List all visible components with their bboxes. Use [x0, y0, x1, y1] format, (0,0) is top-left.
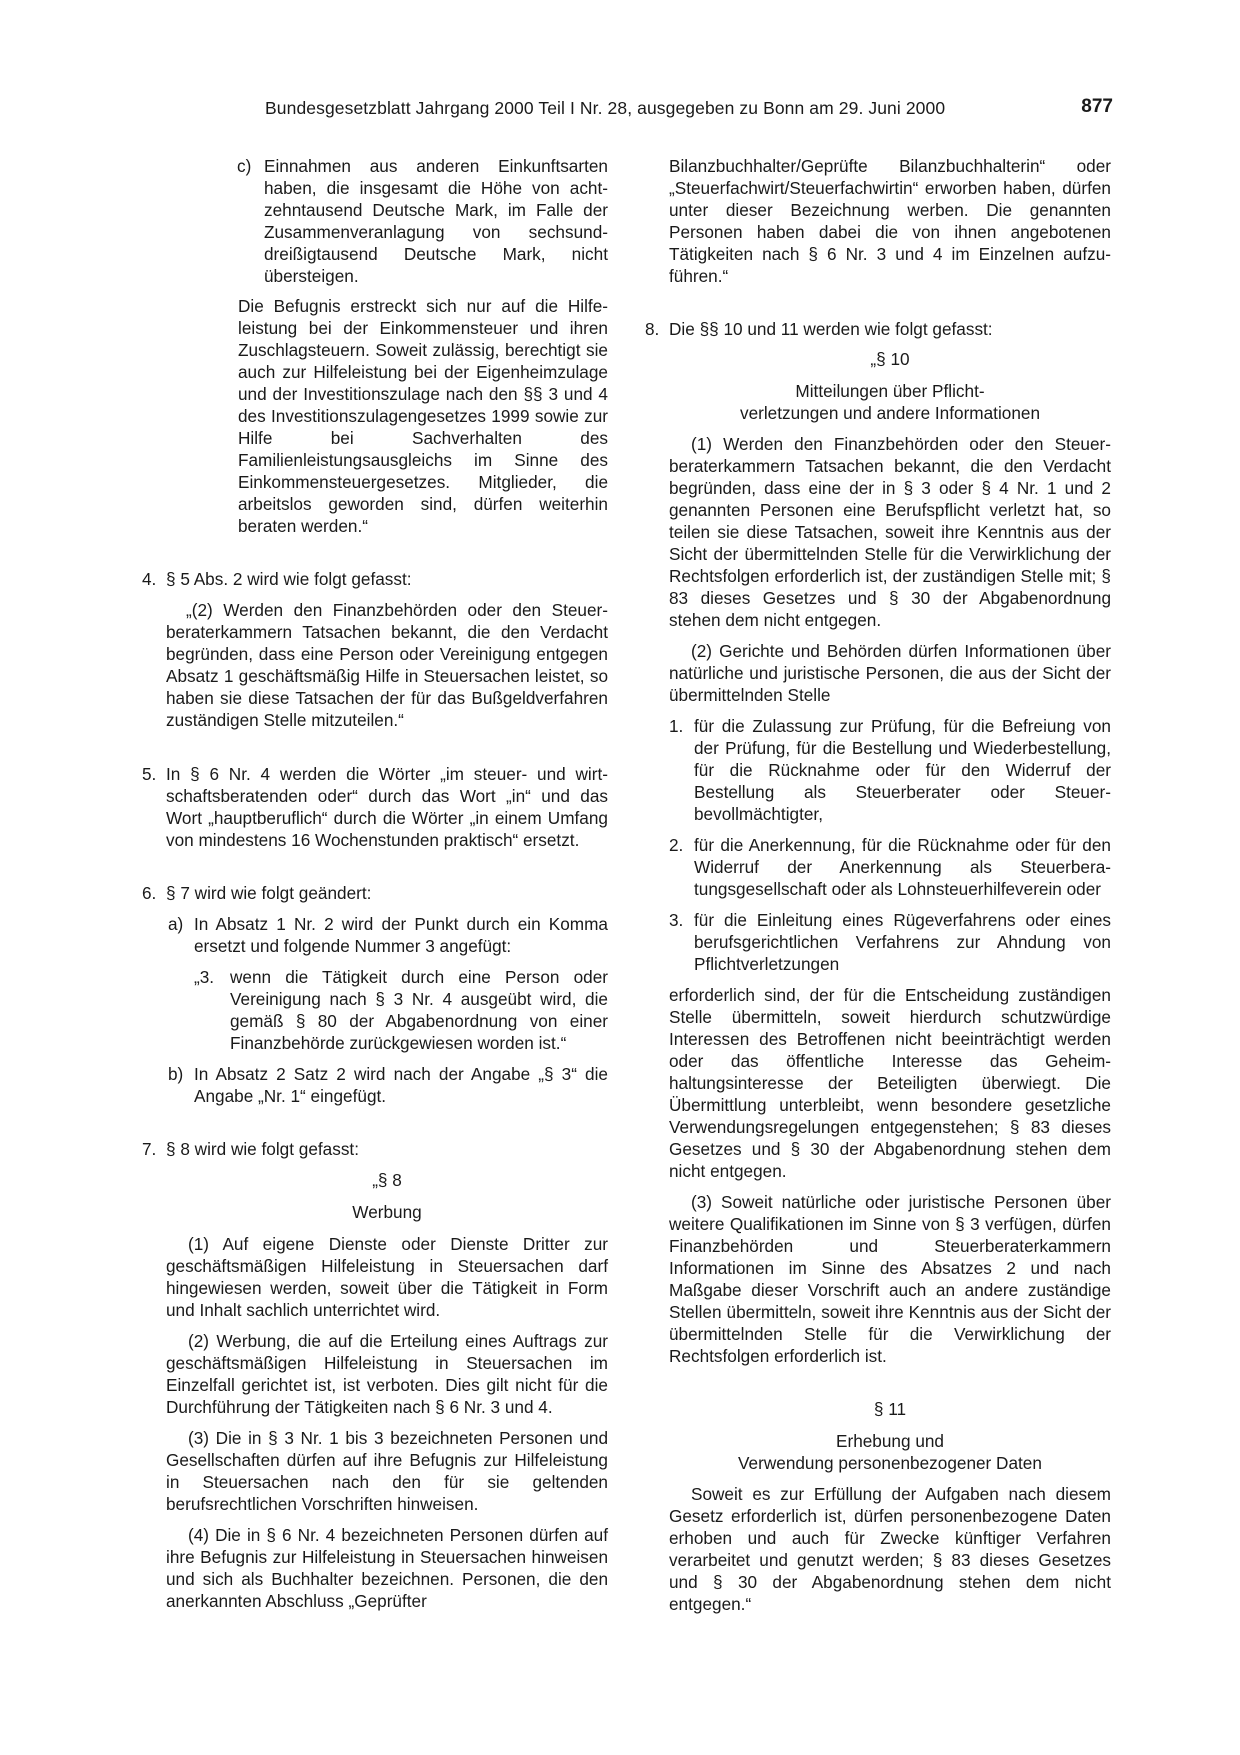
item-6a-sub	[142, 966, 608, 1054]
page-number: 877	[1081, 96, 1113, 117]
item-6	[142, 882, 608, 904]
list-item-1-label: 1.	[669, 716, 684, 736]
section-10-paragraph-1: (1) Werden den Finanzbehörden oder den Steuerberaterkammern Tatsachen bekannt, die den Verdacht begründen, dass eine der in § 3 oder § 4 Nr. 1 und 2 genannten Personen eine Berufspflicht verletzt hat, so teilen sie diese Tatsachen, soweit ihre Kenntnis aus der Sicht der übermittelnden Stelle für die Verwirklichung der Rechtsfolgen erforderlich ist, der zuständigen Stelle mit; § 83 dieses Gesetzes und § 30 der Abgabenordnung stehen dem nicht entgegen.	[669, 434, 1111, 630]
list-item-2-label: 2.	[669, 835, 684, 855]
section-10-paragraph-3: (3) Soweit natürliche oder juristische Personen über weitere Qualifikationen im Sinne von § 3 verfügen, dürfen Finanzbehörden und Steuerberaterkammern Informationen im Sinne des Absatzes 2 und nach Maßgabe dieser Vorschrift auch an andere zuständige Stellen übermitteln, soweit ihre Kenntnis aus der Sicht der übermittelnden Stelle für die Verwirklichung der Rechtsfolgen erforderlich ist.	[669, 1192, 1111, 1366]
item-c-label: c)	[237, 156, 252, 176]
section-10	[669, 348, 1111, 1367]
item-6a-sub-label: „3.	[194, 967, 215, 987]
item-6a-sub-text: wenn die Tätigkeit durch eine Person oder Vereinigung nach § 3 Nr. 4 ausgeübt wird, die gemäß § 80 der Abgabenordnung von einer Finanzbehörde zurückgewiesen worden ist.“	[230, 967, 608, 1053]
item-4-text: § 5 Abs. 2 wird wie folgt gefasst:	[166, 569, 412, 589]
section-8-paragraph-2: (2) Werbung, die auf die Erteilung eines Auftrags zur geschäftsmäßigen Hilfeleistung in Steuersachen im Einzelfall gerichtet ist, ist verboten. Dies gilt nicht für die Durchführung der Tätigkeiten nach § 6 Nr. 3 und 4.	[166, 1331, 608, 1417]
section-11	[669, 1398, 1111, 1615]
item-6a-label: a)	[168, 914, 184, 934]
item-4	[142, 568, 608, 590]
item-7	[142, 1138, 608, 1160]
running-header	[265, 98, 1113, 126]
section-10-title-line-1: Mitteilungen über Pflicht-	[795, 381, 985, 401]
item-8-text: Die §§ 10 und 11 werden wie folgt gefasst:	[669, 319, 993, 339]
section-8-paragraph-3: (3) Die in § 3 Nr. 1 bis 3 bezeichneten Personen und Gesellschaften dürfen auf ihre Befugnis zur Hilfeleistung in Steuersachen nach den für sie geltenden berufsrechtlichen Vorschriften hinweisen.	[166, 1428, 608, 1514]
list-item-3-text: für die Einleitung eines Rügeverfahrens oder eines berufsgerichtlichen Verfahrens zur Ahndung von Pflichtverletzungen	[694, 910, 1111, 974]
item-7-label: 7.	[142, 1139, 157, 1159]
section-10-title-line-2: verletzungen und andere Informationen	[739, 403, 1041, 423]
item-8	[645, 318, 1111, 340]
section-8-paragraph-1: (1) Auf eigene Dienste oder Dienste Dritter zur geschäftsmäßigen Hilfeleistung in Steuersachen darf hingewiesen werden, soweit über die Tätigkeit in Form und Inhalt sachlich unterrichtet wird.	[166, 1234, 608, 1320]
item-6-text: § 7 wird wie folgt geändert:	[166, 883, 372, 903]
item-4-label: 4.	[142, 569, 157, 589]
section-10-number: „§ 10	[870, 349, 910, 369]
list-item-1-text: für die Zulassung zur Prüfung, für die Befreiung von der Prüfung, für die Bestellung und Wiederbestellung, für die Rücknahme oder für den Widerruf der Bestellung als Steuerberater oder Steuerbevollmächtigter,	[694, 716, 1111, 824]
item-5	[142, 763, 608, 851]
section-11-number: § 11	[873, 1399, 907, 1419]
list-item-2	[669, 834, 1111, 900]
item-c	[142, 155, 608, 287]
item-4-quote: „(2) Werden den Finanzbehörden oder den Steuerberaterkammern Tatsachen bekannt, die den Verdacht begründen, dass eine Person oder Vereinigung entgegen Absatz 1 geschäftsmäßig Hilfe in Steuersachen leistet, so haben sie diese Tatsachen der für das Bußgeldverfahren zuständigen Stelle mitzuteilen.“	[166, 600, 608, 730]
item-6-label: 6.	[142, 883, 157, 903]
section-8-paragraph-4-continued: Bilanzbuchhalter/Geprüfte Bilanzbuchhalterin“ oder „Steuerfachwirt/Steuerfachwirtin“ erworben haben, dürfen unter dieser Bezeichnung werben. Die genannten Personen haben dabei die von ihnen angebotenen Tätigkeiten nach § 6 Nr. 3 und 4 im Einzelnen aufzuführen.“	[669, 156, 1111, 286]
list-item-2-text: für die Anerkennung, für die Rücknahme oder für den Widerruf der Anerkennung als Steuerberatungsgesellschaft oder als Lohnsteuerhilfeverein oder	[694, 835, 1111, 899]
section-11-paragraph-1: Soweit es zur Erfüllung der Aufgaben nach diesem Gesetz erforderlich ist, dürfen personenbezogene Daten erhoben und auch für Zwecke künftiger Verfahren verarbeitet und genutzt werden; § 83 dieses Gesetzes und § 30 der Abgabenordnung stehen dem nicht entgegen.“	[669, 1484, 1111, 1614]
left-column	[142, 155, 608, 1612]
item-8-label: 8.	[645, 319, 660, 339]
section-8-title: Werbung	[352, 1202, 422, 1222]
right-column	[645, 155, 1111, 1615]
item-6a	[142, 913, 608, 957]
befugnis-paragraph: Die Befugnis erstreckt sich nur auf die Hilfeleistung bei der Einkommensteuer und ihren Zuschlagsteuern. Soweit zulässig, berechtigt sie auch zur Hilfeleistung bei der Eigenheimzulage und der Investitionszulage nach den §§ 3 und 4 des Investitionszulagengesetzes 1999 sowie zur Hilfe bei Sachverhalten des Familienleistungsausgleichs im Sinne des Einkommensteuergesetzes. Mitglieder, die arbeitslos geworden sind, dürfen weiterhin beraten werden.“	[238, 296, 608, 536]
section-10-paragraph-2-continued: erforderlich sind, der für die Entscheidung zuständigen Stelle übermitteln, soweit hierdurch schutzwürdige Interessen des Betroffenen nicht beeinträchtigt werden oder das öffentliche Interesse das Geheimhaltungsinteresse der Beteiligten überwiegt. Die Übermittlung unterbleibt, wenn besondere gesetzliche Verwendungsregelungen entgegenstehen; § 83 dieses Gesetzes und § 30 der Abgabenordnung stehen dem nicht entgegen.	[669, 985, 1111, 1181]
item-6b-text: In Absatz 2 Satz 2 wird nach der Angabe „§ 3“ die Angabe „Nr. 1“ eingefügt.	[194, 1064, 608, 1106]
list-item-3	[669, 909, 1111, 975]
section-11-title-line-1: Erhebung und	[836, 1431, 944, 1451]
item-6b-label: b)	[168, 1064, 184, 1084]
section-8-paragraph-4: (4) Die in § 6 Nr. 4 bezeichneten Personen dürfen auf ihre Befugnis zur Hilfeleistung in Steuersachen hinweisen und sich als Buchhalter bezeichnen. Personen, die den anerkannten Abschluss „Geprüfter	[166, 1525, 608, 1611]
section-10-paragraph-2: (2) Gerichte und Behörden dürfen Informationen über natürliche und juristische Personen, die aus der Sicht der übermittelnden Stelle	[669, 641, 1111, 705]
section-8-number: „§ 8	[372, 1170, 402, 1190]
list-item-1	[669, 715, 1111, 825]
section-8	[166, 1169, 608, 1612]
item-6b	[142, 1063, 608, 1107]
list-item-3-label: 3.	[669, 910, 684, 930]
item-5-text: In § 6 Nr. 4 werden die Wörter „im steuer- und wirtschaftsberatenden oder“ durch das Wort „in“ und das Wort „hauptberuflich“ durch die Wörter „in einem Umfang von mindestens 16 Wochenstunden praktisch“ ersetzt.	[166, 764, 608, 850]
item-7-text: § 8 wird wie folgt gefasst:	[166, 1139, 359, 1159]
running-title: Bundesgesetzblatt Jahrgang 2000 Teil I Nr. 28, ausgegeben zu Bonn am 29. Juni 2000	[265, 98, 946, 118]
item-5-label: 5.	[142, 764, 157, 784]
item-6a-text: In Absatz 1 Nr. 2 wird der Punkt durch ein Komma ersetzt und folgende Nummer 3 angefügt:	[194, 914, 608, 956]
section-11-title-line-2: Verwendung personenbezogener Daten	[738, 1453, 1042, 1473]
item-c-text: Einnahmen aus anderen Einkunftsarten haben, die insgesamt die Höhe von achtzehntausend Deutsche Mark, im Falle der Zusammenveranlagung von sechsunddreißigtausend Deutsche Mark, nicht übersteigen.	[264, 156, 608, 286]
